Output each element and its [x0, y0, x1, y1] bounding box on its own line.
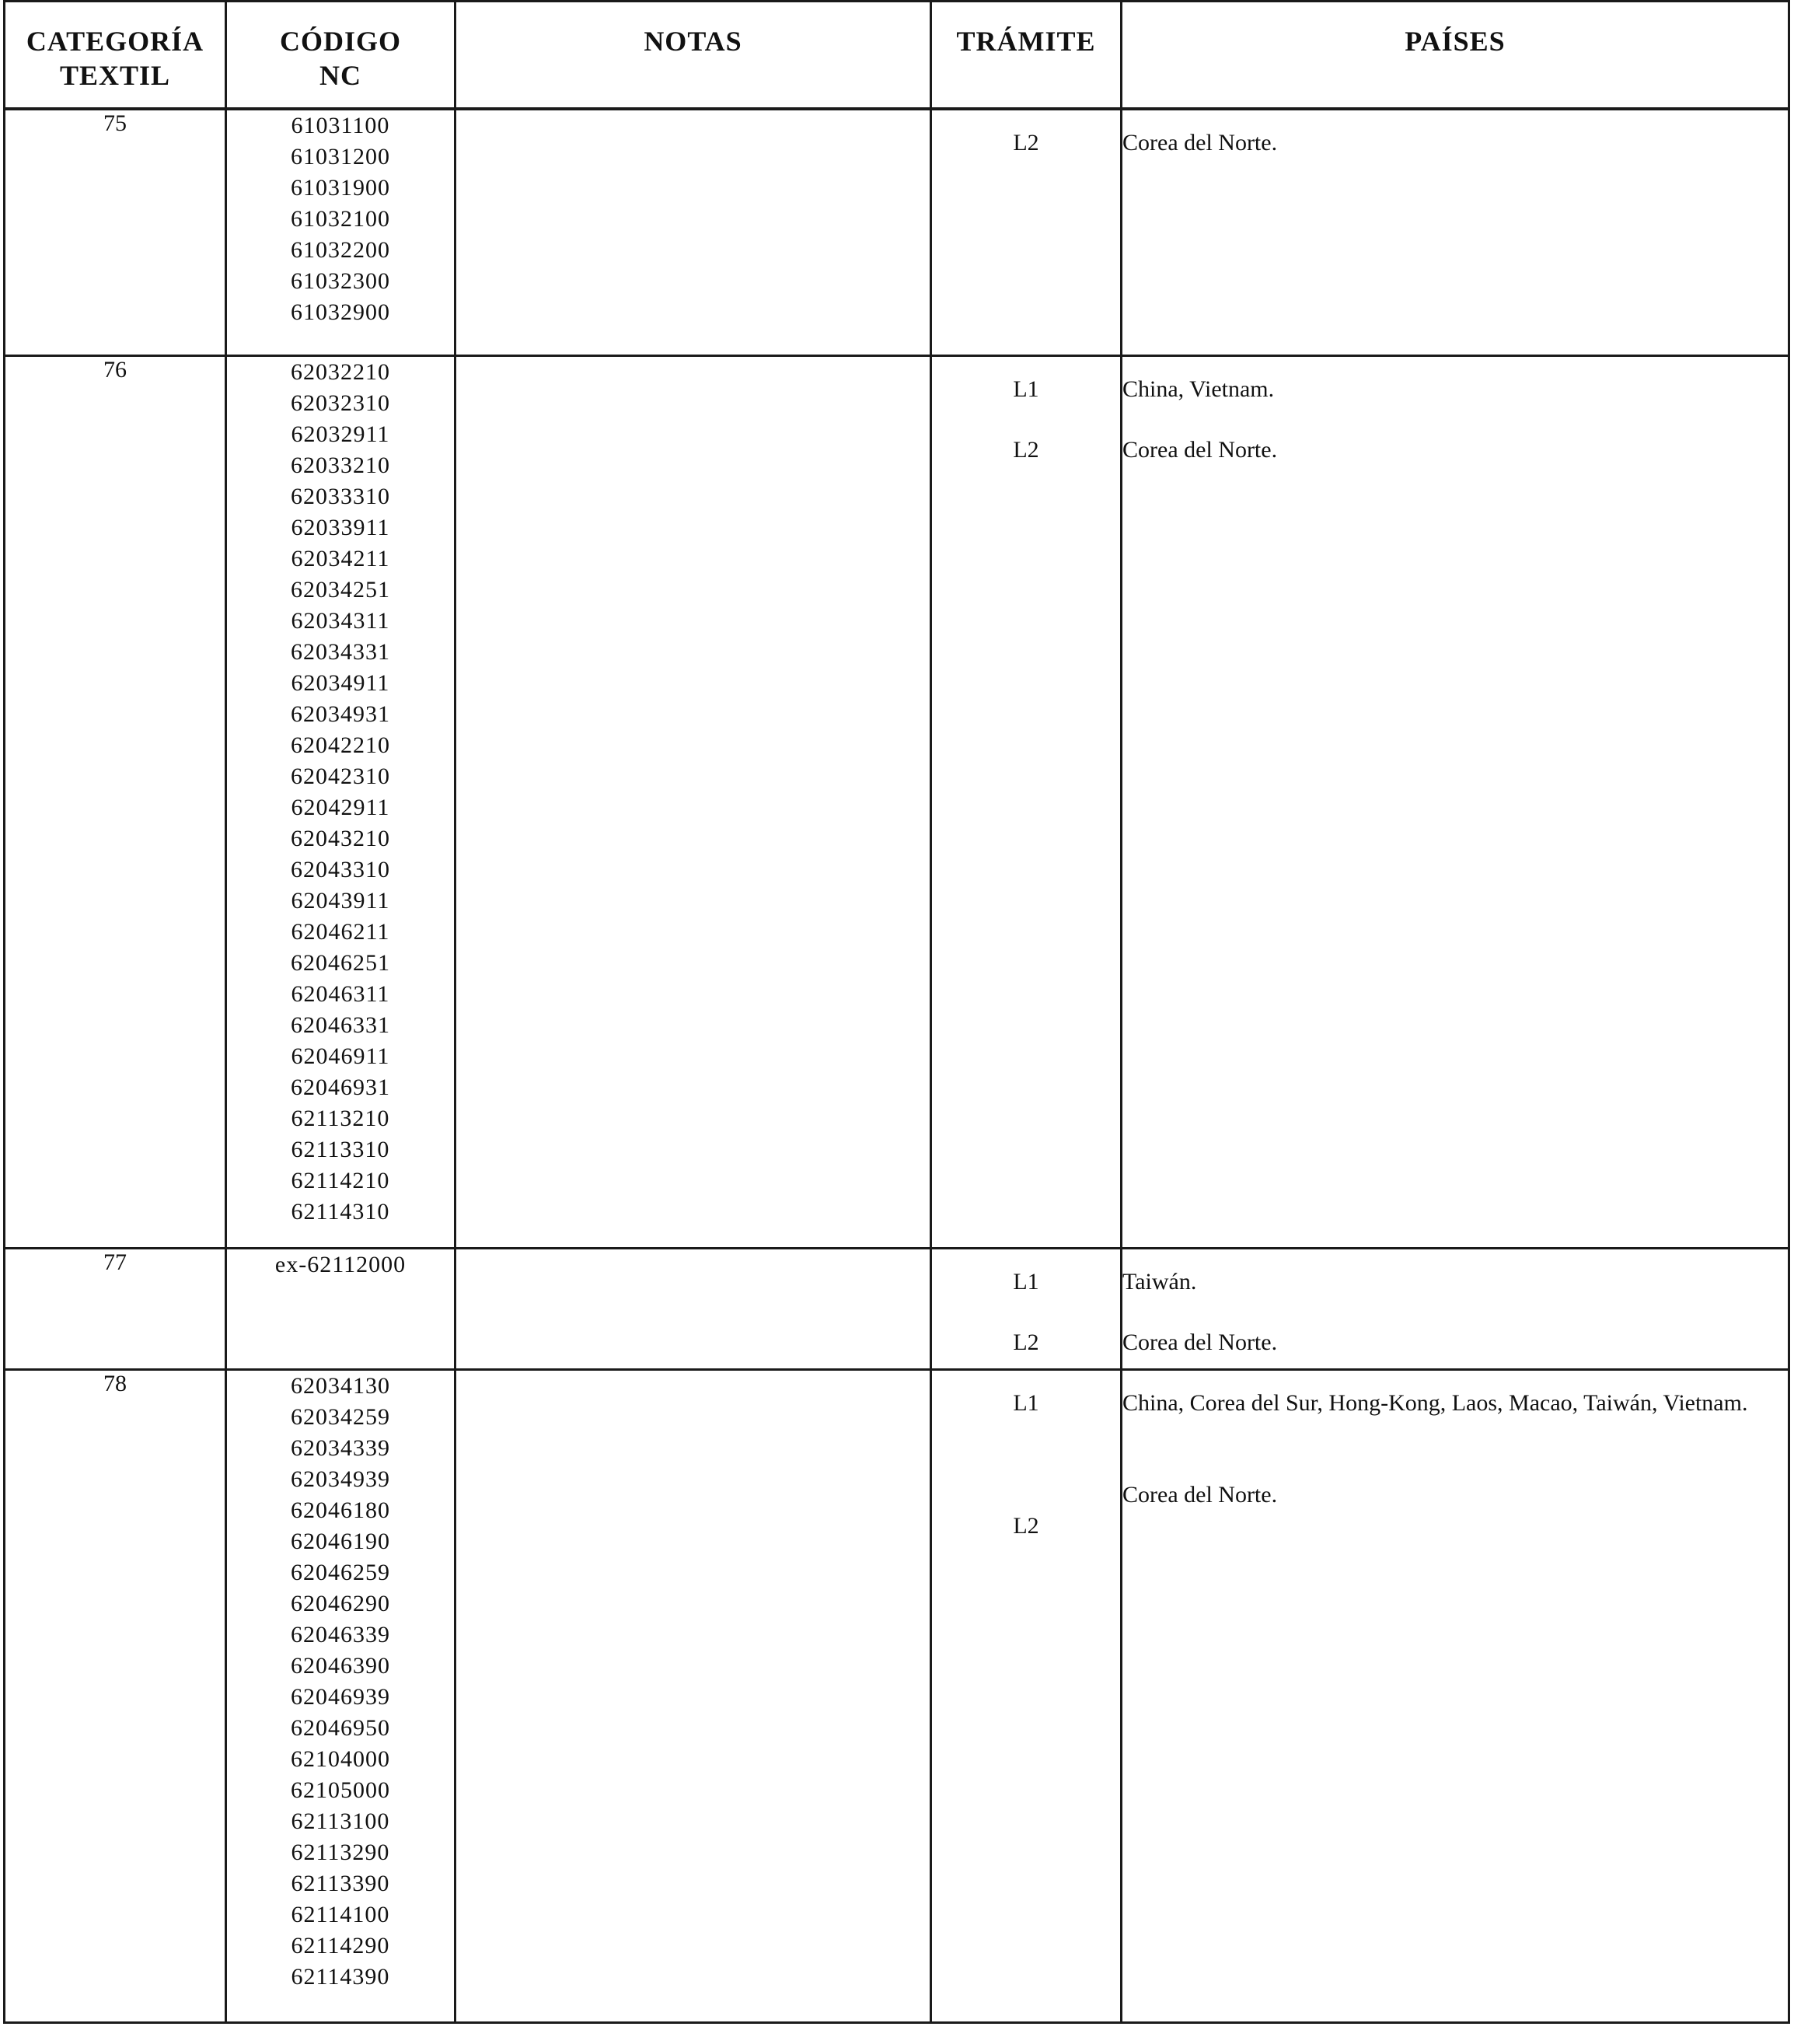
codigo-cell [226, 109, 455, 356]
codigo-nc: 62034211 [291, 546, 390, 571]
tramite-value: L2 [1013, 437, 1039, 463]
categoria-value: 75 [103, 110, 127, 136]
header-codigo [226, 2, 455, 109]
paises-value: Corea del Norte. [1122, 129, 1278, 155]
codigo-nc: 61031900 [291, 174, 390, 201]
header-codigo-line2: NC [319, 60, 361, 91]
codigo-nc: 62046290 [291, 1591, 390, 1616]
codigo-nc: 62046251 [291, 950, 390, 976]
codigo-nc: 62042911 [291, 795, 390, 820]
codigo-nc: 62046339 [291, 1622, 390, 1647]
codigo-nc: 62046211 [291, 919, 390, 945]
codigo-nc: 62033310 [291, 484, 390, 509]
categoria-cell [5, 1370, 226, 2023]
codigo-nc: 62046259 [291, 1560, 390, 1585]
notas-cell [455, 1249, 931, 1370]
codigo-nc: 62113310 [291, 1137, 390, 1162]
codigo-nc: 62046950 [291, 1715, 390, 1741]
table-row [5, 1249, 1789, 1370]
tramite-cell [931, 109, 1122, 356]
paises-value: Corea del Norte. [1122, 1482, 1278, 1508]
codigo-nc: 62046190 [291, 1529, 390, 1554]
header-categoria [5, 2, 226, 109]
codigo-nc: 61032100 [291, 205, 390, 232]
codigo-nc: 62046939 [291, 1684, 390, 1710]
codigo-cell [226, 1370, 455, 2023]
codigo-nc: 62033210 [291, 452, 390, 478]
codigo-nc: 62043310 [291, 857, 390, 882]
paises-cell [1122, 109, 1789, 356]
header-tramite: TRÁMITE [931, 2, 1122, 109]
codigo-nc: 62046390 [291, 1653, 390, 1679]
codigo-nc: 62046911 [291, 1043, 390, 1069]
table-body [5, 109, 1789, 2023]
paises-value: China, Corea del Sur, Hong-Kong, Laos, Macao, Taiwán, Vietnam. [1122, 1390, 1748, 1416]
table-row [5, 356, 1789, 1249]
codigo-nc: 62034911 [291, 670, 390, 696]
header-row [5, 2, 1789, 109]
tramite-value: L2 [1013, 129, 1039, 155]
codigo-nc: 62042310 [291, 763, 390, 789]
tramite-value: L2 [1013, 1513, 1039, 1539]
codigo-nc: 62113390 [291, 1871, 390, 1896]
codigo-nc: 62114290 [291, 1933, 390, 1958]
codigo-nc: 62046180 [291, 1497, 390, 1523]
codigo-nc: 62114210 [291, 1168, 390, 1193]
paises-value: Taiwán. [1122, 1269, 1197, 1295]
codigo-nc: 62043210 [291, 826, 390, 851]
tramite-value: L1 [1013, 1269, 1039, 1295]
codigo-nc: 62114100 [291, 1902, 390, 1927]
tramite-value: L1 [1013, 376, 1039, 402]
tramite-cell [931, 1249, 1122, 1370]
codigo-nc: 62043911 [291, 888, 390, 914]
table-row [5, 1370, 1789, 2023]
codigo-nc: 62032911 [291, 421, 390, 447]
codigo-nc: 62033911 [291, 515, 390, 540]
tramite-value: L2 [1013, 1329, 1039, 1355]
codigo-cell [226, 356, 455, 1249]
categoria-cell [5, 356, 226, 1249]
codigo-nc: 62114390 [291, 1964, 390, 1990]
codigo-nc: 62113210 [291, 1106, 390, 1131]
codigo-cell [226, 1249, 455, 1370]
notas-cell [455, 356, 931, 1249]
paises-value: China, Vietnam. [1122, 376, 1275, 402]
header-categoria-line2: TEXTIL [59, 60, 171, 91]
codigo-nc: 61032900 [291, 299, 390, 325]
tramite-cell [931, 1370, 1122, 2023]
codigo-nc: 62034130 [291, 1373, 390, 1399]
codigo-nc: 61031200 [291, 143, 390, 169]
codigo-nc: 61032200 [291, 236, 390, 263]
codigo-nc: 62105000 [291, 1777, 390, 1803]
codigo-nc: 62034339 [291, 1435, 390, 1461]
header-paises: PAÍSES [1122, 2, 1789, 109]
codigo-nc: 62034939 [291, 1466, 390, 1492]
codigo-nc: 62046331 [291, 1012, 390, 1038]
categoria-value: 77 [103, 1249, 127, 1275]
codigo-nc: 62046931 [291, 1074, 390, 1100]
paises-cell [1122, 1249, 1789, 1370]
paises-cell [1122, 356, 1789, 1249]
codigo-nc: 61032300 [291, 267, 390, 294]
codigo-nc: ex-62112000 [274, 1252, 407, 1277]
codigo-nc: 62032310 [291, 390, 390, 416]
paises-value: Corea del Norte. [1122, 437, 1278, 463]
notas-cell [455, 109, 931, 356]
codigo-nc: 62034259 [291, 1404, 390, 1430]
header-codigo-line1: CÓDIGO [279, 26, 401, 57]
header-categoria-line1: CATEGORÍA [26, 26, 204, 57]
paises-cell [1122, 1370, 1789, 2023]
categoria-value: 78 [103, 1371, 127, 1396]
header-notas: NOTAS [455, 2, 931, 109]
codigo-nc: 62042210 [291, 732, 390, 758]
categoria-cell [5, 1249, 226, 1370]
table-row [5, 109, 1789, 356]
codigo-nc: 62113100 [291, 1808, 390, 1834]
codigo-nc: 62034931 [291, 701, 390, 727]
codigo-nc: 62034251 [291, 577, 390, 603]
codigo-nc: 62104000 [291, 1746, 390, 1772]
codigo-nc: 62034311 [291, 608, 390, 634]
codigo-nc: 62113290 [291, 1840, 390, 1865]
textile-category-table [3, 0, 1790, 2024]
categoria-value: 76 [103, 357, 127, 383]
codigo-nc: 62046311 [291, 981, 390, 1007]
codigo-nc: 62114310 [291, 1199, 390, 1225]
categoria-cell [5, 109, 226, 356]
tramite-cell [931, 356, 1122, 1249]
codigo-nc: 62032210 [291, 359, 390, 385]
notas-cell [455, 1370, 931, 2023]
codigo-nc: 62034331 [291, 639, 390, 665]
codigo-nc: 61031100 [291, 112, 390, 138]
paises-value: Corea del Norte. [1122, 1329, 1278, 1355]
tramite-value: L1 [1013, 1390, 1039, 1416]
